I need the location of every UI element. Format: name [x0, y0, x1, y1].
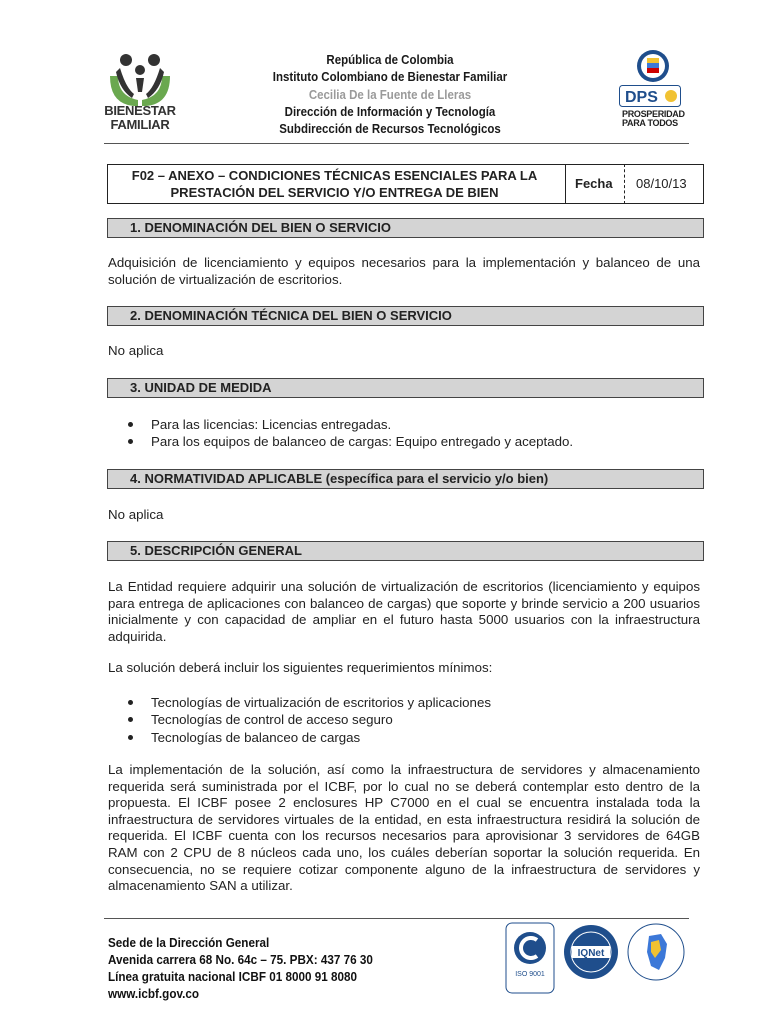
footer-line-website[interactable]: www.icbf.gov.co [108, 986, 200, 1001]
section-heading-2: 2. DENOMINACIÓN TÉCNICA DEL BIEN O SERVICIO [107, 306, 704, 326]
section-4-body: No aplica [108, 507, 164, 522]
list-item: Para las licencias: Licencias entregadas. [128, 416, 688, 433]
prosperidad-logo [622, 110, 685, 128]
footer-divider [104, 918, 689, 919]
header-divider [104, 143, 689, 144]
header-institution-block [190, 52, 590, 138]
bullet-icon [128, 700, 133, 705]
iso-label: ISO 9001 [515, 971, 545, 978]
section-5-list [128, 694, 688, 746]
fecha-value: 08/10/13 [636, 176, 687, 191]
header-line-subdireccion: Subdirección de Recursos Tecnológicos [279, 122, 501, 137]
colombia-seal-icon [636, 49, 670, 83]
iqnet-cert-icon [562, 922, 620, 994]
iqnet-label: IQNet [577, 948, 605, 959]
date-separator [624, 164, 625, 204]
section-heading-5: 5. DESCRIPCIÓN GENERAL [107, 541, 704, 561]
section-2-body: No aplica [108, 343, 164, 358]
footer-line-address: Avenida carrera 68 No. 64c – 75. PBX: 437 76 30 [108, 952, 373, 967]
title-separator [565, 164, 566, 204]
header-line-cecilia: Cecilia De la Fuente de Lleras [308, 87, 472, 102]
document-title: F02 – ANEXO – CONDICIONES TÉCNICAS ESENCIALES PARA LA PRESTACIÓN DEL SERVICIO Y/O ENTREGA DE BIEN [131, 168, 538, 200]
logo-line-1: BIENESTAR [104, 103, 176, 118]
section-5-paragraph-3: La implementación de la solución, así como la infraestructura de servidores y almacenamiento requerida será suministrada por el ICBF, por lo cual no se deberá contemplar esto dentro de la propuesta. El ICBF posee 2 enclosures HP C7000 en el cual se encuentra instalada toda la infraestructura de servidores virtuales de la entidad, en esta infraestructura residirá la solución de requerida. El ICBF cuenta con los recursos necesarios para aprovisionar 3 servidores de 64GB RAM con 2 CPU de 8 núcleos cada uno, los cuáles deberían soportar la solución requerida. En consecuencia, no se requiere cotizar componente alguno de la infraestructura de servidores y almacenamiento SAN a utilizar. [108, 762, 700, 894]
list-item: Tecnologías de virtualización de escritorios y aplicaciones [128, 694, 688, 711]
bullet-icon [128, 717, 133, 722]
dps-label: DPS [625, 89, 658, 106]
iso-9001-cert-icon [505, 922, 555, 994]
header-line-instituto: Instituto Colombiano de Bienestar Familiar [272, 70, 508, 85]
prosperidad-line-1: PROSPERIDAD [622, 109, 685, 119]
bullet-icon [128, 439, 133, 444]
list-item: Para los equipos de balanceo de cargas: Equipo entregado y aceptado. [128, 433, 688, 450]
dps-logo-icon [619, 85, 681, 107]
section-1-body: Adquisición de licenciamiento y equipos necesarios para la implementación y balanceo de una solución de virtualización de escritorios. [108, 255, 700, 287]
list-item: Tecnologías de balanceo de cargas [128, 729, 688, 746]
header-line-republica: República de Colombia [326, 53, 454, 67]
section-heading-1: 1. DENOMINACIÓN DEL BIEN O SERVICIO [107, 218, 704, 238]
bullet-icon [128, 422, 133, 427]
section-5-paragraph-1: La Entidad requiere adquirir una solución de virtualización de escritorios (licenciamiento y equipos para entrega de aplicaciones con balanceo de cargas) que soporte y brinde servicio a 200 usuarios inicialmente y con capacidad de ampliar en el futuro hasta 5000 usuarios con la infraestructura adquirida. [108, 579, 700, 644]
footer-line-phone: Línea gratuita nacional ICBF 01 8000 91 8080 [108, 969, 358, 984]
footer-line-sede: Sede de la Dirección General [108, 935, 270, 950]
section-heading-4: 4. NORMATIVIDAD APLICABLE (específica para el servicio y/o bien) [107, 469, 704, 489]
footer-address [108, 934, 402, 1002]
fecha-label: Fecha [575, 176, 613, 191]
list-item: Tecnologías de control de acceso seguro [128, 711, 688, 728]
header-line-direccion: Dirección de Información y Tecnología [284, 104, 496, 119]
bullet-icon [128, 735, 133, 740]
colombia-map-cert-icon [625, 922, 687, 994]
section-3-list [128, 416, 688, 451]
logo-wordmark [100, 104, 180, 132]
section-heading-3: 3. UNIDAD DE MEDIDA [107, 378, 704, 398]
section-5-paragraph-2: La solución deberá incluir los siguientes requerimientos mínimos: [108, 660, 493, 675]
prosperidad-line-2: PARA TODOS [622, 118, 678, 128]
logo-line-2: FAMILIAR [110, 117, 170, 132]
